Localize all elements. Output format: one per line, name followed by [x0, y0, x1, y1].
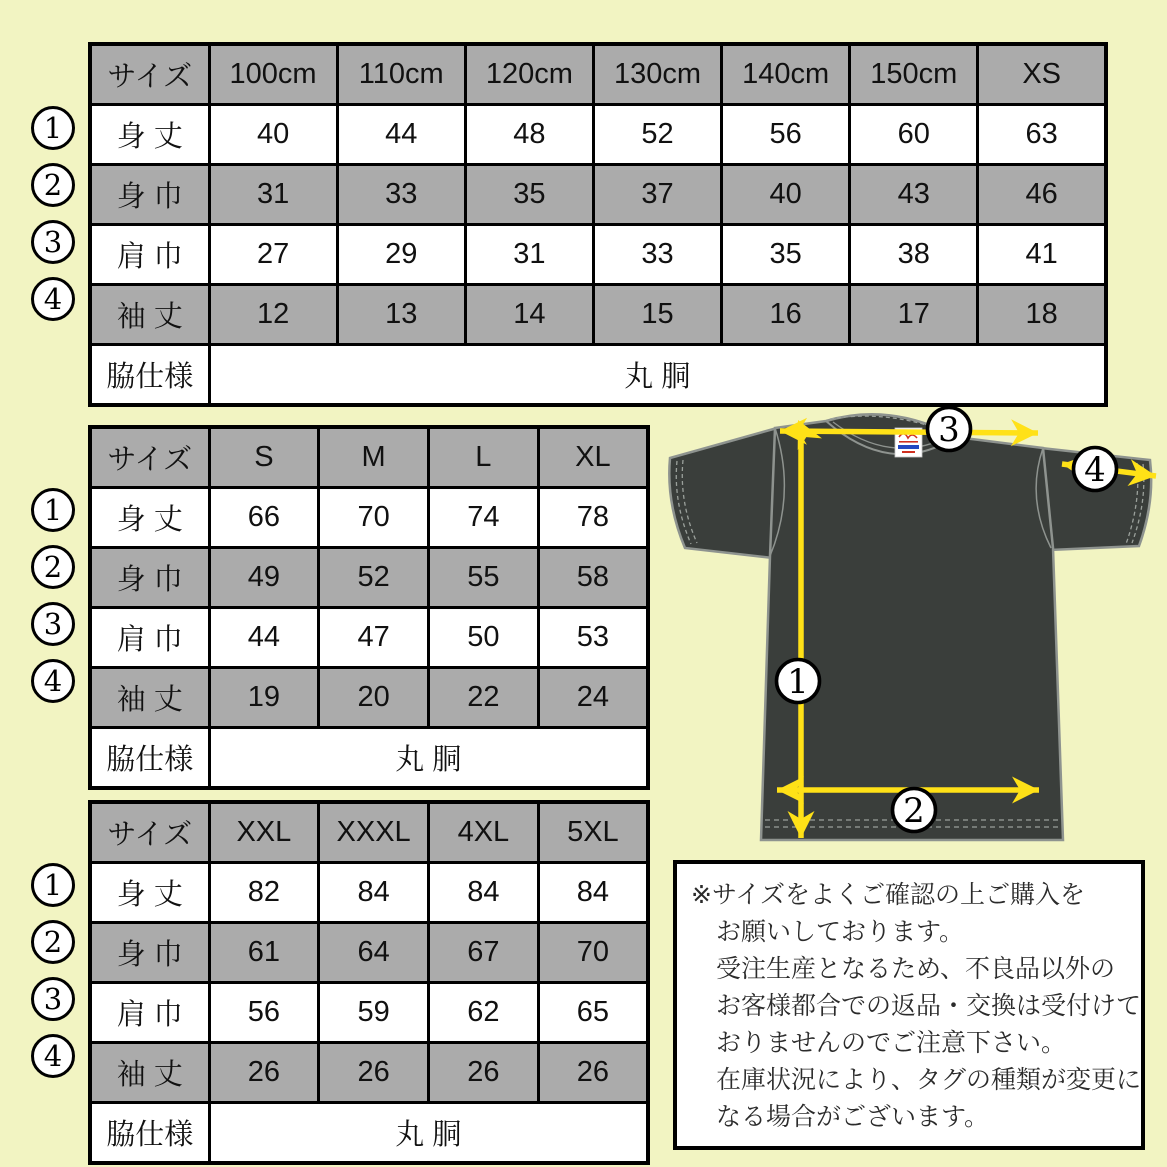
value-cell: 46 — [978, 165, 1106, 225]
notice-line: なる場合がございます。 — [716, 1103, 990, 1131]
measure-marker-3: 3 — [31, 977, 75, 1021]
header-cell: XS — [978, 44, 1106, 105]
value-cell: 26 — [319, 1043, 429, 1103]
value-cell: 82 — [209, 863, 319, 923]
value-cell: 53 — [538, 608, 648, 668]
table-row — [90, 1043, 648, 1103]
value-cell: 40 — [722, 165, 850, 225]
label-cell: 身 丈 — [90, 863, 209, 923]
measure-marker-1: 1 — [31, 106, 75, 150]
value-cell: 41 — [978, 225, 1106, 285]
value-cell: 35 — [465, 165, 593, 225]
measure-marker-2: 2 — [31, 545, 75, 589]
value-cell: 31 — [465, 225, 593, 285]
value-cell: 33 — [593, 225, 721, 285]
value-cell: 78 — [538, 488, 648, 548]
value-cell: 44 — [209, 608, 319, 668]
table-row — [90, 548, 648, 608]
header-cell: 100cm — [209, 44, 337, 105]
value-cell: 丸 胴 — [209, 345, 1106, 406]
label-cell: 身 巾 — [90, 165, 209, 225]
notice-line: おりませんのでご注意下さい。 — [716, 1029, 1067, 1057]
header-cell: XXL — [209, 802, 319, 863]
value-cell: 52 — [593, 105, 721, 165]
value-cell: 24 — [538, 668, 648, 728]
header-cell: サイズ — [90, 44, 209, 105]
table-row — [90, 488, 648, 548]
value-cell: 61 — [209, 923, 319, 983]
value-cell: 丸 胴 — [209, 1103, 648, 1164]
measure-marker-4: 4 — [31, 1034, 75, 1078]
header-cell: サイズ — [90, 427, 209, 488]
value-cell: 38 — [850, 225, 978, 285]
value-cell: 60 — [850, 105, 978, 165]
table-row — [90, 105, 1106, 165]
table-footer-row — [90, 728, 648, 789]
value-cell: 27 — [209, 225, 337, 285]
label-cell: 身 丈 — [90, 105, 209, 165]
value-cell: 47 — [319, 608, 429, 668]
value-cell: 49 — [209, 548, 319, 608]
header-cell: 140cm — [722, 44, 850, 105]
diagram-label-2 — [893, 789, 936, 832]
left-sleeve — [669, 428, 777, 558]
value-cell: 58 — [538, 548, 648, 608]
header-cell: 150cm — [850, 44, 978, 105]
table-header-row — [90, 427, 648, 488]
header-cell: 130cm — [593, 44, 721, 105]
value-cell: 64 — [319, 923, 429, 983]
value-cell: 50 — [429, 608, 539, 668]
header-cell: 120cm — [465, 44, 593, 105]
measure-marker-4: 4 — [31, 659, 75, 703]
value-cell: 26 — [538, 1043, 648, 1103]
label-cell: 身 巾 — [90, 548, 209, 608]
value-cell: 66 — [209, 488, 319, 548]
svg-text:3: 3 — [938, 410, 960, 450]
value-cell: 26 — [209, 1043, 319, 1103]
table-row — [90, 983, 648, 1043]
header-cell: XL — [538, 427, 648, 488]
label-cell: 肩 巾 — [90, 608, 209, 668]
label-cell: 袖 丈 — [90, 285, 209, 345]
size-table-plus — [88, 800, 650, 1165]
value-cell: 20 — [319, 668, 429, 728]
value-cell: 63 — [978, 105, 1106, 165]
value-cell: 31 — [209, 165, 337, 225]
value-cell: 17 — [850, 285, 978, 345]
value-cell: 59 — [319, 983, 429, 1043]
measure-marker-2: 2 — [31, 163, 75, 207]
measure-marker-2: 2 — [31, 920, 75, 964]
value-cell: 84 — [429, 863, 539, 923]
svg-text:2: 2 — [903, 791, 925, 831]
value-cell: 29 — [337, 225, 465, 285]
header-cell: 110cm — [337, 44, 465, 105]
table-row — [90, 225, 1106, 285]
value-cell: 33 — [337, 165, 465, 225]
value-cell: 43 — [850, 165, 978, 225]
shirt-body — [761, 414, 1063, 840]
table-footer-row — [90, 1103, 648, 1164]
label-cell: 脇仕様 — [90, 345, 209, 406]
value-cell: 62 — [429, 983, 539, 1043]
value-cell: 70 — [538, 923, 648, 983]
svg-text:4: 4 — [1084, 450, 1106, 490]
value-cell: 70 — [319, 488, 429, 548]
value-cell: 12 — [209, 285, 337, 345]
diagram-label-4 — [1074, 448, 1117, 491]
value-cell: 18 — [978, 285, 1106, 345]
value-cell: 84 — [319, 863, 429, 923]
header-cell: 4XL — [429, 802, 539, 863]
size-table-adult — [88, 425, 650, 790]
value-cell: 44 — [337, 105, 465, 165]
value-cell: 13 — [337, 285, 465, 345]
notice-box — [673, 860, 1145, 1150]
value-cell: 19 — [209, 668, 319, 728]
table-header-row — [90, 802, 648, 863]
value-cell: 74 — [429, 488, 539, 548]
table-header-row — [90, 44, 1106, 105]
notice-line: 受注生産となるため、不良品以外の — [716, 955, 1116, 983]
label-cell: 袖 丈 — [90, 1043, 209, 1103]
notice-line: お客様都合での返品・交換は受付けて — [716, 992, 1142, 1020]
table-row — [90, 608, 648, 668]
notice-line: お願いしております。 — [716, 918, 965, 946]
label-cell: 脇仕様 — [90, 1103, 209, 1164]
label-cell: 肩 巾 — [90, 225, 209, 285]
measure-marker-1: 1 — [31, 488, 75, 532]
value-cell: 55 — [429, 548, 539, 608]
tshirt-diagram — [658, 398, 1163, 856]
measure-marker-3: 3 — [31, 220, 75, 264]
value-cell: 14 — [465, 285, 593, 345]
measure-marker-3: 3 — [31, 602, 75, 646]
value-cell: 26 — [429, 1043, 539, 1103]
header-cell: XXXL — [319, 802, 429, 863]
value-cell: 22 — [429, 668, 539, 728]
value-cell: 48 — [465, 105, 593, 165]
table-row — [90, 923, 648, 983]
value-cell: 35 — [722, 225, 850, 285]
table-footer-row — [90, 345, 1106, 406]
diagram-label-1 — [777, 660, 820, 703]
header-cell: S — [209, 427, 319, 488]
header-cell: サイズ — [90, 802, 209, 863]
label-cell: 肩 巾 — [90, 983, 209, 1043]
value-cell: 丸 胴 — [209, 728, 648, 789]
header-cell: M — [319, 427, 429, 488]
value-cell: 40 — [209, 105, 337, 165]
header-cell: 5XL — [538, 802, 648, 863]
value-cell: 15 — [593, 285, 721, 345]
notice-line: 在庫状況により、タグの種類が変更に — [716, 1066, 1142, 1094]
value-cell: 56 — [209, 983, 319, 1043]
notice-line: ※サイズをよくご確認の上ご購入を — [691, 881, 1085, 909]
label-cell: 袖 丈 — [90, 668, 209, 728]
value-cell: 84 — [538, 863, 648, 923]
value-cell: 65 — [538, 983, 648, 1043]
label-cell: 脇仕様 — [90, 728, 209, 789]
table-row — [90, 668, 648, 728]
diagram-label-3 — [928, 408, 971, 451]
label-cell: 身 丈 — [90, 488, 209, 548]
value-cell: 16 — [722, 285, 850, 345]
measure-marker-4: 4 — [31, 277, 75, 321]
value-cell: 67 — [429, 923, 539, 983]
svg-text:1: 1 — [787, 662, 809, 702]
measure-marker-1: 1 — [31, 863, 75, 907]
value-cell: 52 — [319, 548, 429, 608]
table-row — [90, 863, 648, 923]
value-cell: 56 — [722, 105, 850, 165]
size-table-kids — [88, 42, 1108, 407]
table-row — [90, 285, 1106, 345]
label-cell: 身 巾 — [90, 923, 209, 983]
table-row — [90, 165, 1106, 225]
header-cell: L — [429, 427, 539, 488]
arrow-shoulder-width-3 — [780, 431, 1038, 433]
value-cell: 37 — [593, 165, 721, 225]
